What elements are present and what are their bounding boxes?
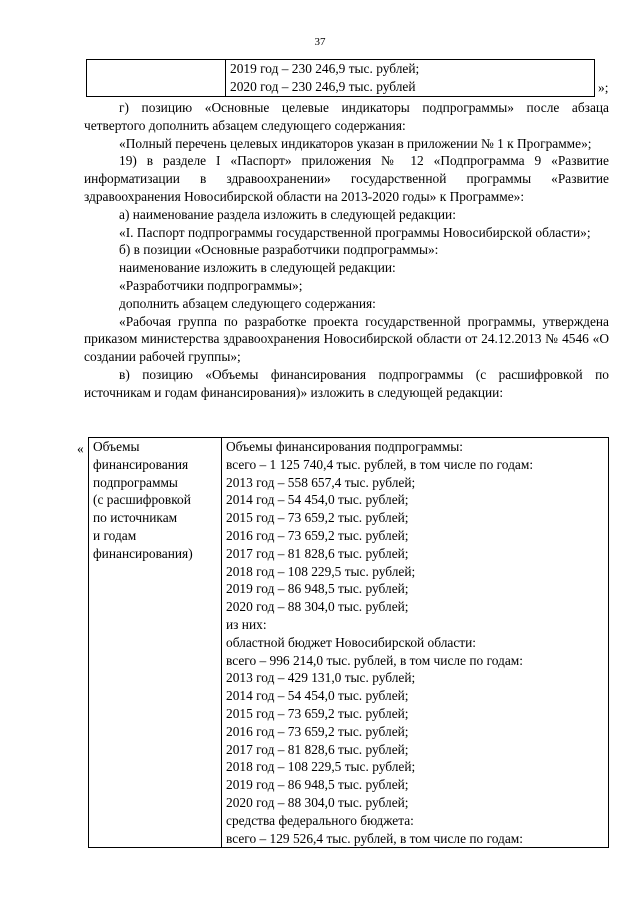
- value-line: 2015 год – 73 659,2 тыс. рублей;: [226, 705, 409, 721]
- paragraph: «Полный перечень целевых индикаторов указан в приложении № 1 к Программе»;: [119, 135, 592, 151]
- page-number: 37: [314, 36, 326, 48]
- value-line: 2014 год – 54 454,0 тыс. рублей;: [226, 688, 409, 704]
- value-line: 2019 год – 86 948,5 тыс. рублей;: [226, 581, 409, 597]
- value-line: 2013 год – 429 131,0 тыс. рублей;: [226, 670, 416, 686]
- document-body: [84, 99, 609, 402]
- table-line: 2019 год – 230 246,9 тыс. рублей;: [230, 61, 420, 76]
- paragraph: «Рабочая группа по разработке проекта государственной программы, утверждена приказом министерства здравоохранения Новосибирской области от 24.12.2013 № 4546 «О создании рабочей группы»;: [84, 313, 609, 365]
- label-line: Объемы: [93, 439, 140, 454]
- value-line: 2015 год – 73 659,2 тыс. рублей;: [226, 510, 409, 526]
- financing-label-cell: [89, 438, 222, 848]
- value-line: 2014 год – 54 454,0 тыс. рублей;: [226, 492, 409, 508]
- paragraph: «I. Паспорт подпрограммы государственной программы Новосибирской области»;: [119, 224, 591, 240]
- table-cell-empty: [87, 60, 226, 97]
- label-line: по источникам: [93, 510, 178, 526]
- paragraph: дополнить абзацем следующего содержания:: [119, 295, 376, 311]
- label-line: и годам: [93, 527, 137, 543]
- previous-table-fragment: [86, 59, 595, 97]
- value-line: 2018 год – 108 229,5 тыс. рублей;: [226, 759, 416, 775]
- paragraph: б) в позиции «Основные разработчики подпрограммы»:: [119, 242, 439, 258]
- value-line: из них:: [226, 616, 267, 632]
- financing-table: [88, 437, 609, 848]
- label-line: финансирования: [93, 456, 189, 472]
- value-line: 2016 год – 73 659,2 тыс. рублей;: [226, 527, 409, 543]
- value-line: Объемы финансирования подпрограммы:: [226, 439, 464, 454]
- paragraph: наименование изложить в следующей редакции:: [119, 260, 396, 276]
- financing-values-cell: [222, 438, 609, 848]
- opening-quote: «: [77, 441, 84, 456]
- value-line: всего – 996 214,0 тыс. рублей, в том числе по годам:: [226, 652, 523, 668]
- paragraph: в) позицию «Объемы финансирования подпрограммы (с расшифровкой по источникам и годам финансирования)» изложить в следующей редакции:: [84, 366, 609, 400]
- value-line: 2016 год – 73 659,2 тыс. рублей;: [226, 723, 409, 739]
- value-line: 2013 год – 558 657,4 тыс. рублей;: [226, 474, 416, 490]
- value-line: областной бюджет Новосибирской области:: [226, 634, 477, 650]
- label-line: финансирования): [93, 545, 193, 561]
- closing-quote: »;: [598, 80, 609, 95]
- value-line: средства федерального бюджета:: [226, 812, 414, 828]
- value-line: всего – 1 125 740,4 тыс. рублей, в том числе по годам:: [226, 456, 534, 472]
- paragraph: «Разработчики подпрограммы»;: [119, 277, 303, 293]
- paragraph: а) наименование раздела изложить в следующей редакции:: [119, 206, 456, 222]
- table-line: 2020 год – 230 246,9 тыс. рублей: [230, 78, 416, 94]
- value-line: 2017 год – 81 828,6 тыс. рублей;: [226, 545, 409, 561]
- paragraph: 19) в разделе I «Паспорт» приложения № 12 «Подпрограмма 9 «Развитие информатизации в здравоохранении» государственной программы «Развитие здравоохранения Новосибирской области на 2013-2020 годы» к Программе»:: [84, 153, 609, 204]
- value-line: 2018 год – 108 229,5 тыс. рублей;: [226, 563, 416, 579]
- label-line: (с расшифровкой: [93, 492, 191, 508]
- table-cell-values: [226, 60, 595, 97]
- value-line: всего – 129 526,4 тыс. рублей, в том числе по годам:: [226, 830, 523, 846]
- value-line: 2020 год – 88 304,0 тыс. рублей;: [226, 599, 409, 615]
- value-line: 2017 год – 81 828,6 тыс. рублей;: [226, 741, 409, 757]
- label-line: подпрограммы: [93, 474, 178, 490]
- value-line: 2020 год – 88 304,0 тыс. рублей;: [226, 794, 409, 810]
- value-line: 2019 год – 86 948,5 тыс. рублей;: [226, 777, 409, 793]
- paragraph: г) позицию «Основные целевые индикаторы подпрограммы» после абзаца четвертого дополнить абзацем следующего содержания:: [84, 100, 609, 133]
